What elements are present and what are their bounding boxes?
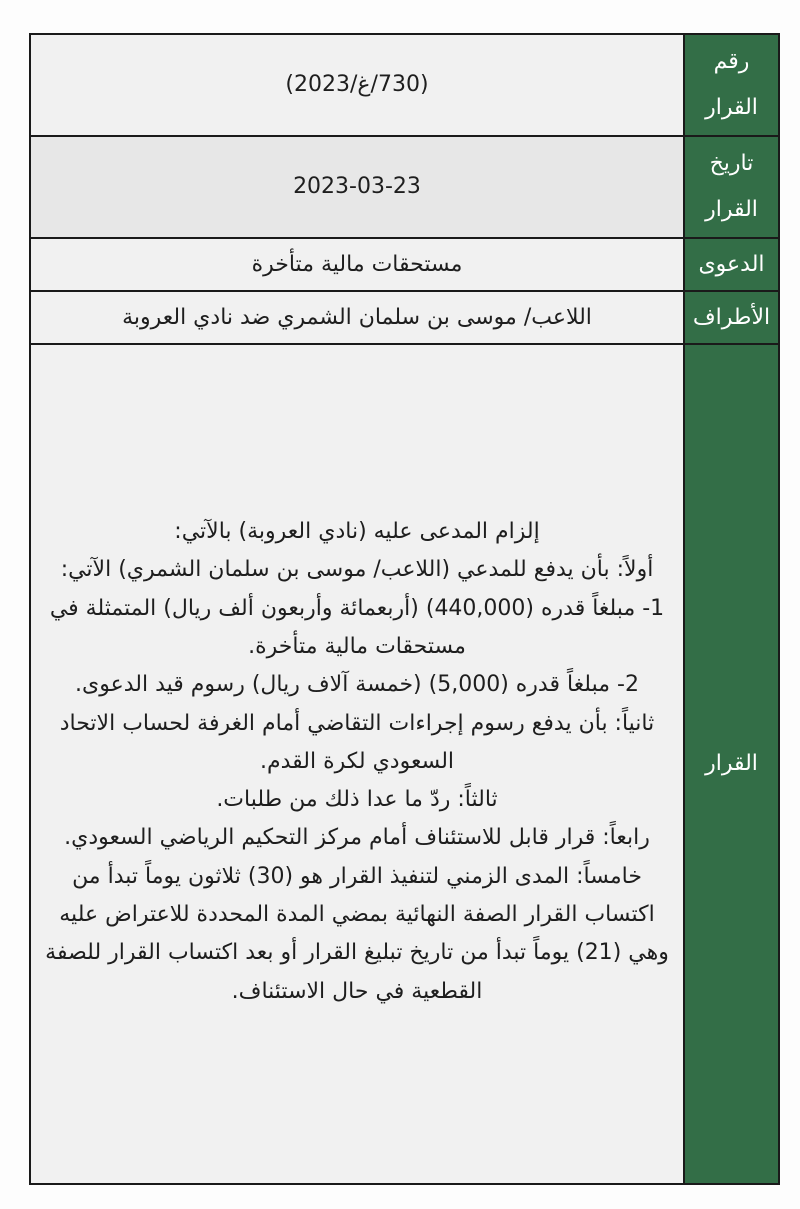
row-decision-date (30, 136, 779, 238)
label-parties (684, 291, 779, 344)
decision-clause-fourth: رابعاً: قرار قابل للاستئناف أمام مركز التحكيم الرياضي السعودي. (64, 825, 650, 851)
claim-text: مستحقات مالية متأخرة (251, 251, 463, 277)
label-text-line2: القرار (705, 197, 758, 222)
label-text: القرار (705, 751, 758, 776)
decision-clause-fifth: خامساً: المدى الزمني لتنفيذ القرار هو (30) ثلاثون يوماً تبدأ من اكتساب القرار الصفة النهائية بمضي المدة المحددة للاعتراض عليه وهي (21) يوماً تبدأ من تاريخ تبليغ القرار أو بعد اكتساب القرار للصفة القطعية في حال الاستئناف. (45, 863, 669, 1004)
value-decision (30, 344, 684, 1184)
row-decision-number (30, 34, 779, 136)
decision-item-1: 1- مبلغاً قدره (440,000) (أربعمائة وأربعون ألف ريال) المتمثلة في مستحقات مالية متأخرة. (49, 595, 665, 659)
decision-summary-table (29, 33, 780, 1185)
decision-date-text: 2023-03-23 (293, 174, 421, 199)
decision-clause-first: أولاً: بأن يدفع للمدعي (اللاعب/ موسى بن سلمان الشمري) الآتي: (60, 557, 654, 583)
decision-intro: إلزام المدعى عليه (نادي العروبة) بالآتي: (174, 519, 540, 545)
value-parties (30, 291, 684, 344)
decision-number-text: (730/غ/2023) (285, 72, 429, 97)
label-text: الدعوى (698, 251, 765, 277)
label-text-line1: رقم (713, 49, 750, 74)
decision-clause-second: ثانياً: بأن يدفع رسوم إجراءات التقاضي أمام الغرفة لحساب الاتحاد السعودي لكرة القدم. (59, 710, 655, 774)
row-parties (30, 291, 779, 344)
label-decision-number (684, 34, 779, 136)
row-decision (30, 344, 779, 1184)
label-decision-date (684, 136, 779, 238)
label-text: الأطراف (692, 304, 771, 330)
decision-item-2: 2- مبلغاً قدره (5,000) (خمسة آلاف ريال) رسوم قيد الدعوى. (75, 672, 639, 698)
parties-text: اللاعب/ موسى بن سلمان الشمري ضد نادي العروبة (122, 304, 592, 330)
label-decision (684, 344, 779, 1184)
decision-clause-third: ثالثاً: ردّ ما عدا ذلك من طلبات. (216, 787, 498, 813)
label-claim (684, 238, 779, 291)
label-text-line2: القرار (705, 95, 758, 120)
value-claim (30, 238, 684, 291)
row-claim (30, 238, 779, 291)
decision-body (31, 507, 683, 1021)
value-decision-date (30, 136, 684, 238)
label-text-line1: تاريخ (709, 151, 754, 176)
value-decision-number (30, 34, 684, 136)
